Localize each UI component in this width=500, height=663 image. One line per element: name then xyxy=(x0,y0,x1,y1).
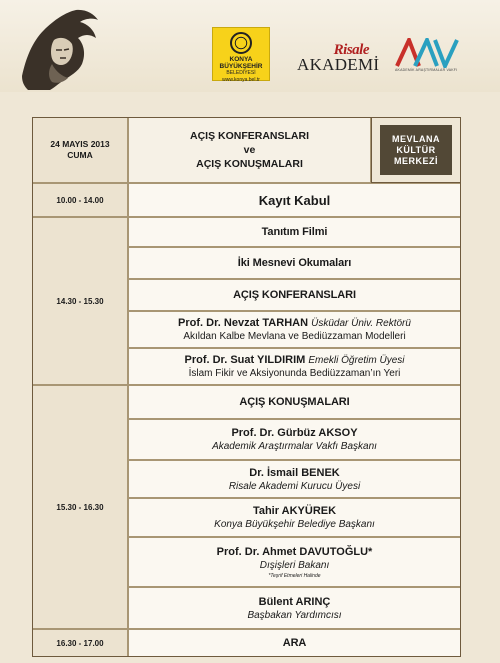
risale-logo-top: Risale xyxy=(333,42,369,58)
time-text: 10.00 - 14.00 xyxy=(56,195,104,205)
speaker-role: Risale Akademi Kurucu Üyesi xyxy=(228,480,361,492)
speaker-name: Bülent ARINÇ xyxy=(258,595,331,608)
session-title: AÇIŞ KONUŞMALARI xyxy=(239,396,350,408)
speaker-name: Prof. Dr. Suat YILDIRIM xyxy=(184,354,306,366)
aav-logo-subtitle: AKADEMİK ARAŞTIRMALAR VAKFI xyxy=(395,68,458,72)
speaker-name: Tahir AKYÜREK xyxy=(252,505,337,517)
program-table-frame xyxy=(32,117,461,657)
speaker-name: Prof. Dr. Gürbüz AKSOY xyxy=(231,427,358,439)
venue-line3: MERKEZİ xyxy=(394,155,438,166)
time-text: 15.30 - 16.30 xyxy=(56,502,104,512)
venue-line2: KÜLTÜR xyxy=(396,144,436,155)
session-title: Tanıtım Filmi xyxy=(261,226,328,238)
venue-line1: MEVLANA xyxy=(392,133,440,144)
aav-mark-icon xyxy=(393,38,461,68)
day-text: CUMA xyxy=(67,150,93,160)
date-text: 24 MAYIS 2013 xyxy=(50,139,110,149)
title-line2: ve xyxy=(243,144,256,156)
speaker-topic: İslam Fikir ve Aksiyonunda Bediüzzaman’ın Yeri xyxy=(188,368,401,379)
mevlana-portrait-illustration xyxy=(14,6,104,90)
time-text: 16.30 - 17.00 xyxy=(56,638,104,648)
risale-akademi-logo xyxy=(297,42,380,76)
speaker-name: Dr. İsmail BENEK xyxy=(249,466,340,479)
title-line1: AÇIŞ KONFERANSLARI xyxy=(189,130,309,142)
konya-logo-url: www.konya.bel.tr xyxy=(222,77,260,83)
speaker-affiliation: Üsküdar Üniv. Rektörü xyxy=(311,318,411,329)
konya-emblem-icon xyxy=(230,32,252,54)
speaker-role: Dışişleri Bakanı xyxy=(259,559,330,571)
konya-logo-line3: BELEDİYESİ xyxy=(226,70,256,76)
speaker-affiliation: Emekli Öğretim Üyesi xyxy=(308,355,405,366)
session-title: ARA xyxy=(282,637,307,649)
konya-logo-line1: KONYA xyxy=(229,56,253,63)
speaker-role: Başbakan Yardımcısı xyxy=(247,609,342,621)
speaker-topic: Akıldan Kalbe Mevlana ve Bediüzzaman Modelleri xyxy=(183,331,406,342)
speaker-role: Konya Büyükşehir Belediye Başkanı xyxy=(214,519,375,530)
speaker-name: Prof. Dr. Ahmet DAVUTOĞLU* xyxy=(216,545,373,558)
aav-logo xyxy=(393,38,461,78)
speaker-role: Akademik Araştırmalar Vakfı Başkanı xyxy=(212,441,377,452)
konya-buyuksehir-logo xyxy=(212,27,270,81)
risale-logo-bottom: AKADEMİ xyxy=(297,55,380,74)
session-title: İki Mesnevi Okumaları xyxy=(237,257,352,269)
time-text: 14.30 - 15.30 xyxy=(56,296,104,306)
session-title: AÇIŞ KONFERANSLARI xyxy=(233,289,356,301)
speaker-name: Prof. Dr. Nevzat TARHAN xyxy=(178,317,309,329)
footnote: *Teşrif Etmeleri Halinde xyxy=(268,572,321,579)
konya-logo-line2: BÜYÜKŞEHİR xyxy=(219,63,263,70)
title-line3: AÇIŞ KONUŞMALARI xyxy=(196,158,303,170)
session-title: Kayıt Kabul xyxy=(258,192,331,208)
header-band xyxy=(0,0,500,92)
